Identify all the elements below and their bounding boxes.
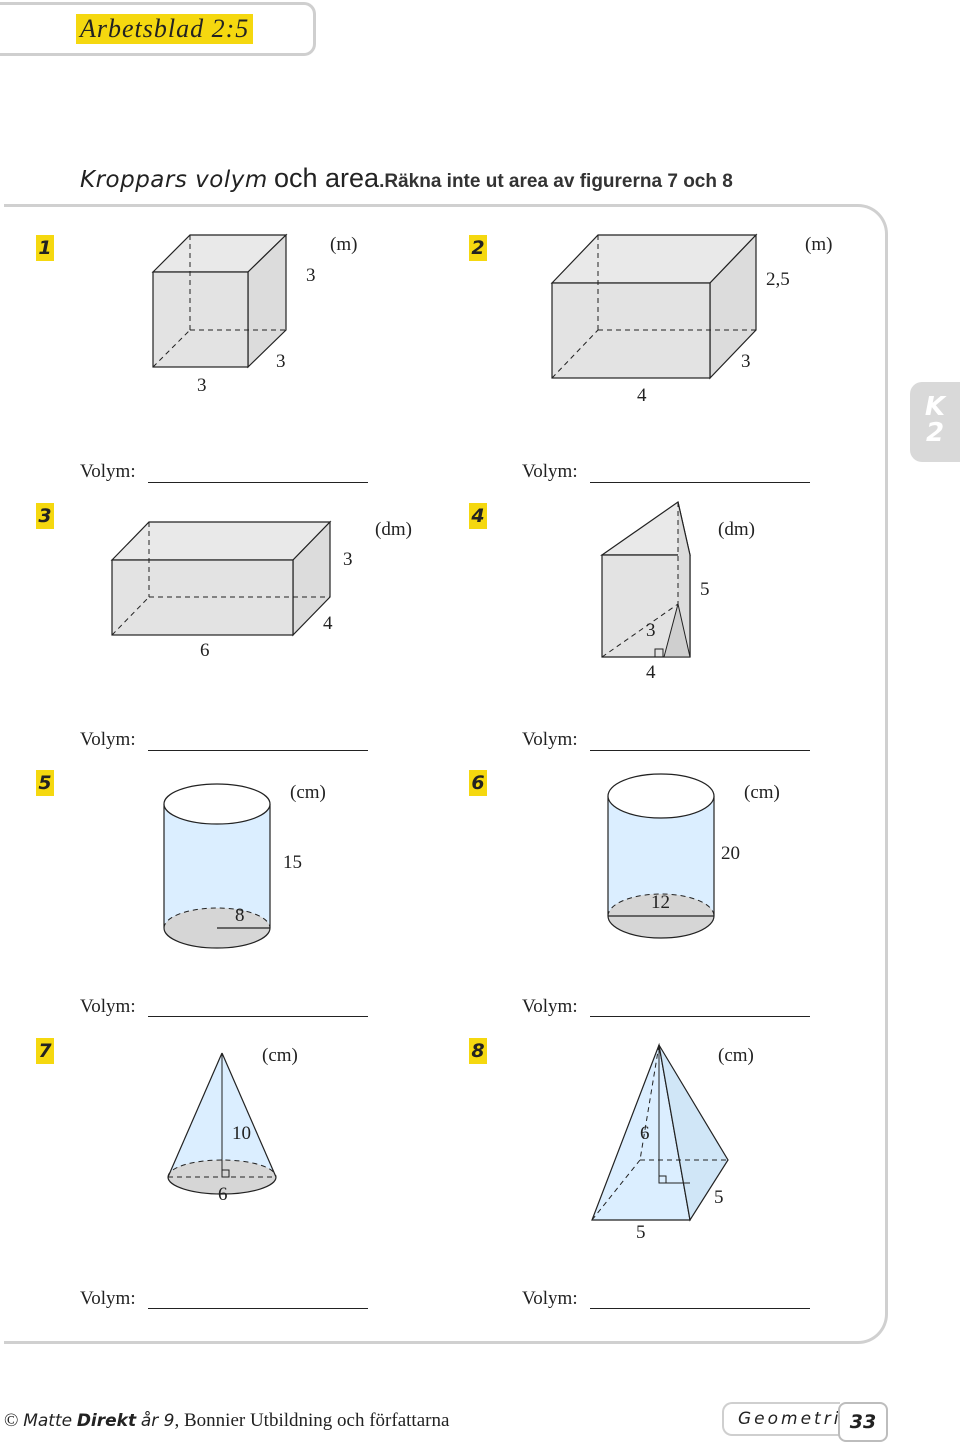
dim-height-5: 15 bbox=[283, 852, 302, 873]
dim-height-3: 3 bbox=[343, 549, 353, 570]
brand-matte: Matte bbox=[23, 1411, 73, 1431]
volume-label-5: Volym: bbox=[80, 996, 136, 1017]
subtitle-topic: Kroppars volym bbox=[80, 167, 268, 193]
volume-label-8: Volym: bbox=[522, 1288, 578, 1309]
answer-line-8[interactable] bbox=[590, 1308, 810, 1309]
brand-year: år 9 bbox=[140, 1411, 175, 1431]
dim-diameter-7: 6 bbox=[218, 1184, 228, 1205]
dim-height-1: 3 bbox=[306, 265, 316, 286]
dim-width-8: 5 bbox=[636, 1222, 646, 1243]
unit-label-1: (m) bbox=[330, 234, 358, 255]
dim-depth-2: 3 bbox=[741, 351, 751, 372]
problem-number-6: 6 bbox=[469, 770, 487, 796]
publisher-text: , Bonnier Utbildning och författarna bbox=[174, 1410, 450, 1431]
dim-depth-1: 3 bbox=[276, 351, 286, 372]
dim-diameter-6: 12 bbox=[651, 892, 670, 913]
problem-number-3: 3 bbox=[36, 503, 54, 529]
unit-label-7: (cm) bbox=[262, 1045, 298, 1066]
dim-tri-height-4: 3 bbox=[646, 620, 656, 641]
unit-label-3: (dm) bbox=[375, 519, 412, 540]
dim-depth-3: 4 bbox=[323, 613, 333, 634]
dim-height-2: 2,5 bbox=[766, 269, 790, 290]
dim-height-8: 6 bbox=[640, 1123, 650, 1144]
volume-label-1: Volym: bbox=[80, 461, 136, 482]
unit-label-4: (dm) bbox=[718, 519, 755, 540]
volume-label-6: Volym: bbox=[522, 996, 578, 1017]
dim-tri-base-4: 4 bbox=[646, 662, 656, 683]
volume-label-3: Volym: bbox=[80, 729, 136, 750]
dim-height-4: 5 bbox=[700, 579, 710, 600]
footer-credit bbox=[4, 1409, 449, 1433]
volume-label-7: Volym: bbox=[80, 1288, 136, 1309]
unit-label-6: (cm) bbox=[744, 782, 780, 803]
chapter-tab-number: 2 bbox=[925, 418, 945, 448]
problem-number-5: 5 bbox=[36, 770, 54, 796]
problem-number-1: 1 bbox=[36, 235, 54, 261]
unit-label-8: (cm) bbox=[718, 1045, 754, 1066]
dim-width-3: 6 bbox=[200, 640, 210, 661]
volume-label-4: Volym: bbox=[522, 729, 578, 750]
page-number: 33 bbox=[838, 1402, 888, 1442]
dim-height-7: 10 bbox=[232, 1123, 251, 1144]
dim-depth-8: 5 bbox=[714, 1187, 724, 1208]
dim-radius-5: 8 bbox=[235, 905, 245, 926]
problem-number-4: 4 bbox=[469, 503, 487, 529]
problem-number-8: 8 bbox=[469, 1038, 487, 1064]
unit-label-2: (m) bbox=[805, 234, 833, 255]
copyright-symbol: © bbox=[4, 1410, 19, 1431]
brand-direkt: Direkt bbox=[76, 1411, 137, 1431]
dim-width-1: 3 bbox=[197, 375, 207, 396]
dim-height-6: 20 bbox=[721, 843, 740, 864]
dim-width-2: 4 bbox=[637, 385, 647, 406]
subtitle-topic-2: och area bbox=[274, 163, 380, 193]
unit-label-5: (cm) bbox=[290, 782, 326, 803]
chapter-tab-letter: K bbox=[924, 392, 946, 422]
problem-number-2: 2 bbox=[469, 235, 487, 261]
subtitle-instruction: .Räkna inte ut area av figurerna 7 och 8 bbox=[379, 171, 733, 192]
problem-number-7: 7 bbox=[36, 1038, 54, 1064]
volume-label-2: Volym: bbox=[522, 461, 578, 482]
worksheet-title: Arbetsblad 2:5 bbox=[76, 14, 253, 44]
section-name: Geometri bbox=[722, 1402, 840, 1436]
